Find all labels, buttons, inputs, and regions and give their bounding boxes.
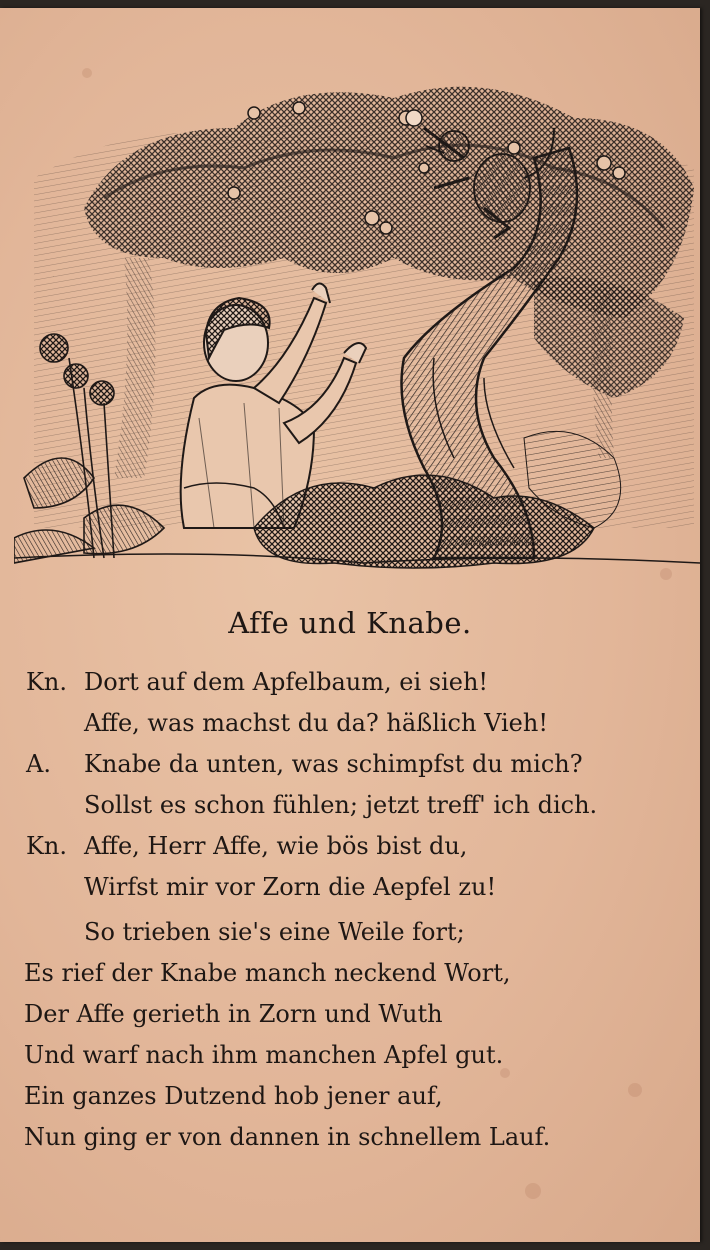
dialogue-text: Affe, was machst du da? häßlich Vieh! [84,709,548,737]
dialogue-line [0,791,700,827]
poem-title: Affe und Knabe. [228,606,472,640]
speaker-label: A. [26,750,51,778]
dialogue-text: Affe, Herr Affe, wie bös bist du, [84,832,468,860]
woodcut-boy-monkey-apple-tree-icon [14,58,700,573]
dialogue-line [0,832,700,868]
dialogue-text: Wirfst mir vor Zorn die Aepfel zu! [84,873,497,901]
artist-signature: Adolph Mayer fec. [462,538,542,547]
stanza-line: Nun ging er von dannen in schnellem Lauf. [24,1123,551,1151]
dialogue-text: Knabe da unten, was schimpfst du mich? [84,750,583,778]
dialogue-text: Dort auf dem Apfelbaum, ei sieh! [84,668,489,696]
paper-spot [628,1083,642,1097]
stanza-line: Ein ganzes Dutzend hob jener auf, [24,1082,443,1110]
speaker-label: Kn. [26,668,68,696]
dialogue-text: Sollst es schon fühlen; jetzt treff' ich dich. [84,791,598,819]
woodcut-illustration [14,58,700,573]
dialogue-line [0,750,700,786]
book-page [0,8,700,1242]
stanza-line: Der Affe gerieth in Zorn und Wuth [24,1000,443,1028]
dialogue-line [0,668,700,704]
stanza-line: Es rief der Knabe manch neckend Wort, [24,959,511,987]
dialogue-line [0,709,700,745]
speaker-label: Kn. [26,832,68,860]
stanza-line: Und warf nach ihm manchen Apfel gut. [24,1041,504,1069]
paper-spot [525,1183,541,1199]
dialogue-line [0,873,700,909]
stanza-line: So trieben sie's eine Weile fort; [84,918,465,946]
